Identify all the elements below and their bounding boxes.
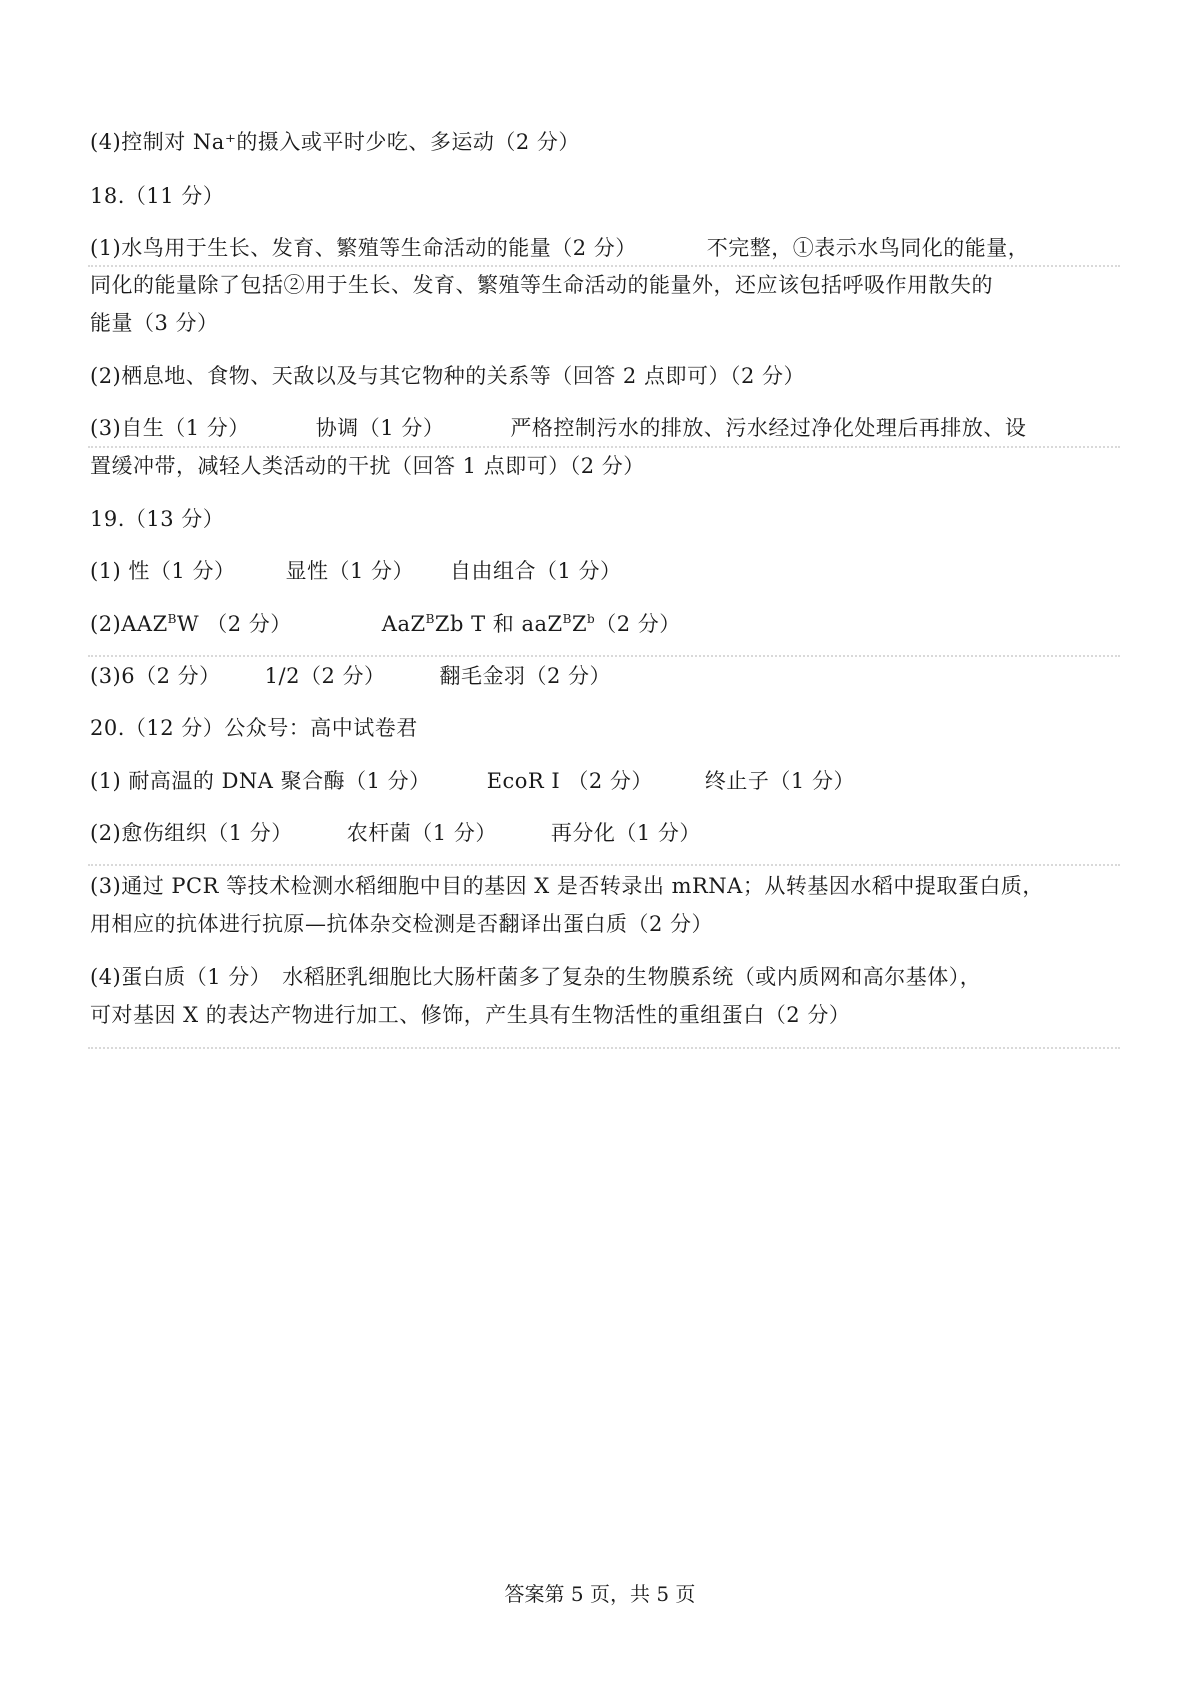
q18-part1-line3: 能量（3 分） [90, 311, 219, 335]
q20-part4-line1: (4)蛋白质（1 分） 水稻胚乳细胞比大肠杆菌多了复杂的生物膜系统（或内质网和高尔基体）， [90, 965, 982, 989]
q18-part3-line1 [90, 413, 1026, 443]
q19-part1-answer-a: (1) 性（1 分） [90, 559, 236, 583]
q19-part1 [90, 556, 622, 586]
dotted-separator [88, 655, 1120, 657]
q18-part3-answer-a: (3)自生（1 分） [90, 416, 250, 440]
q20-part1-answer-b: EcoR I （2 分） [486, 769, 653, 793]
dotted-separator [88, 1047, 1120, 1049]
q20-part2-answer-c: 再分化（1 分） [550, 821, 701, 845]
dotted-separator [88, 864, 1120, 866]
dotted-separator [88, 446, 1120, 448]
q19-part3-answer-c: 翻毛金羽（2 分） [439, 664, 612, 688]
q18-part3-answer-b: 协调（1 分） [315, 416, 445, 440]
q19-part2-answer-b: AaZ$^B$Zb T 和 $aaZ^BZ^b(2$ 分） [381, 612, 681, 636]
q20-header: 20.（12 分）公众号：高中试卷君 [90, 716, 418, 740]
q18-part3-answer-c: 严格控制污水的排放、污水经过净化处理后再排放、设 [510, 416, 1027, 440]
q20-part1-answer-a: (1) 耐高温的 DNA 聚合酶（1 分） [90, 769, 431, 793]
q18-header: 18.（11 分） [90, 184, 225, 208]
q20-part4-line2: 可对基因 X 的表达产物进行加工、修饰，产生具有生物活性的重组蛋白（2 分） [90, 1003, 851, 1027]
q19-part1-answer-c: 自由组合（1 分） [450, 559, 622, 583]
q18-part1-explanation: 不完整，①表示水鸟同化的能量， [706, 236, 1030, 260]
q19-part3 [90, 661, 611, 691]
q17-part4: (4)控制对 Na⁺的摄入或平时少吃、多运动（2 分） [90, 130, 580, 154]
q19-part3-answer-b: 1/2（2 分） [264, 664, 386, 688]
q18-part3-line2: 置缓冲带，减轻人类活动的干扰（回答 1 点即可）（2 分） [90, 454, 645, 478]
q20-part1 [90, 766, 855, 796]
q18-part2: (2)栖息地、食物、天敌以及与其它物种的关系等（回答 2 点即可）（2 分） [90, 364, 805, 388]
q19-part2 [90, 609, 681, 639]
q18-part1-line2: 同化的能量除了包括②用于生长、发育、繁殖等生命活动的能量外，还应该包括呼吸作用散失的 [90, 273, 993, 297]
page-footer: 答案第 5 页，共 5 页 [504, 1582, 696, 1606]
q19-part3-answer-a: (3)6（2 分） [90, 664, 221, 688]
q20-part1-answer-c: 终止子（1 分） [704, 769, 855, 793]
q20-part2-answer-b: 农杆菌（1 分） [346, 821, 497, 845]
q20-part3-line1: (3)通过 PCR 等技术检测水稻细胞中目的基因 X 是否转录出 mRNA；从转基因水稻中提取蛋白质， [90, 874, 1044, 898]
dotted-separator [88, 265, 1120, 267]
q20-part2-answer-a: (2)愈伤组织（1 分） [90, 821, 293, 845]
q20-part2 [90, 818, 701, 848]
q19-part2-answer-a: $(2)AAZ^BW$ （2 分） [90, 612, 292, 636]
q20-part3-line2: 用相应的抗体进行抗原—抗体杂交检测是否翻译出蛋白质（2 分） [90, 912, 714, 936]
q19-header: 19.（13 分） [90, 507, 225, 531]
q18-part1-answer: (1)水鸟用于生长、发育、繁殖等生命活动的能量（2 分） [90, 236, 637, 260]
q18-part1-line1 [90, 233, 1029, 263]
q19-part1-answer-b: 显性（1 分） [285, 559, 415, 583]
